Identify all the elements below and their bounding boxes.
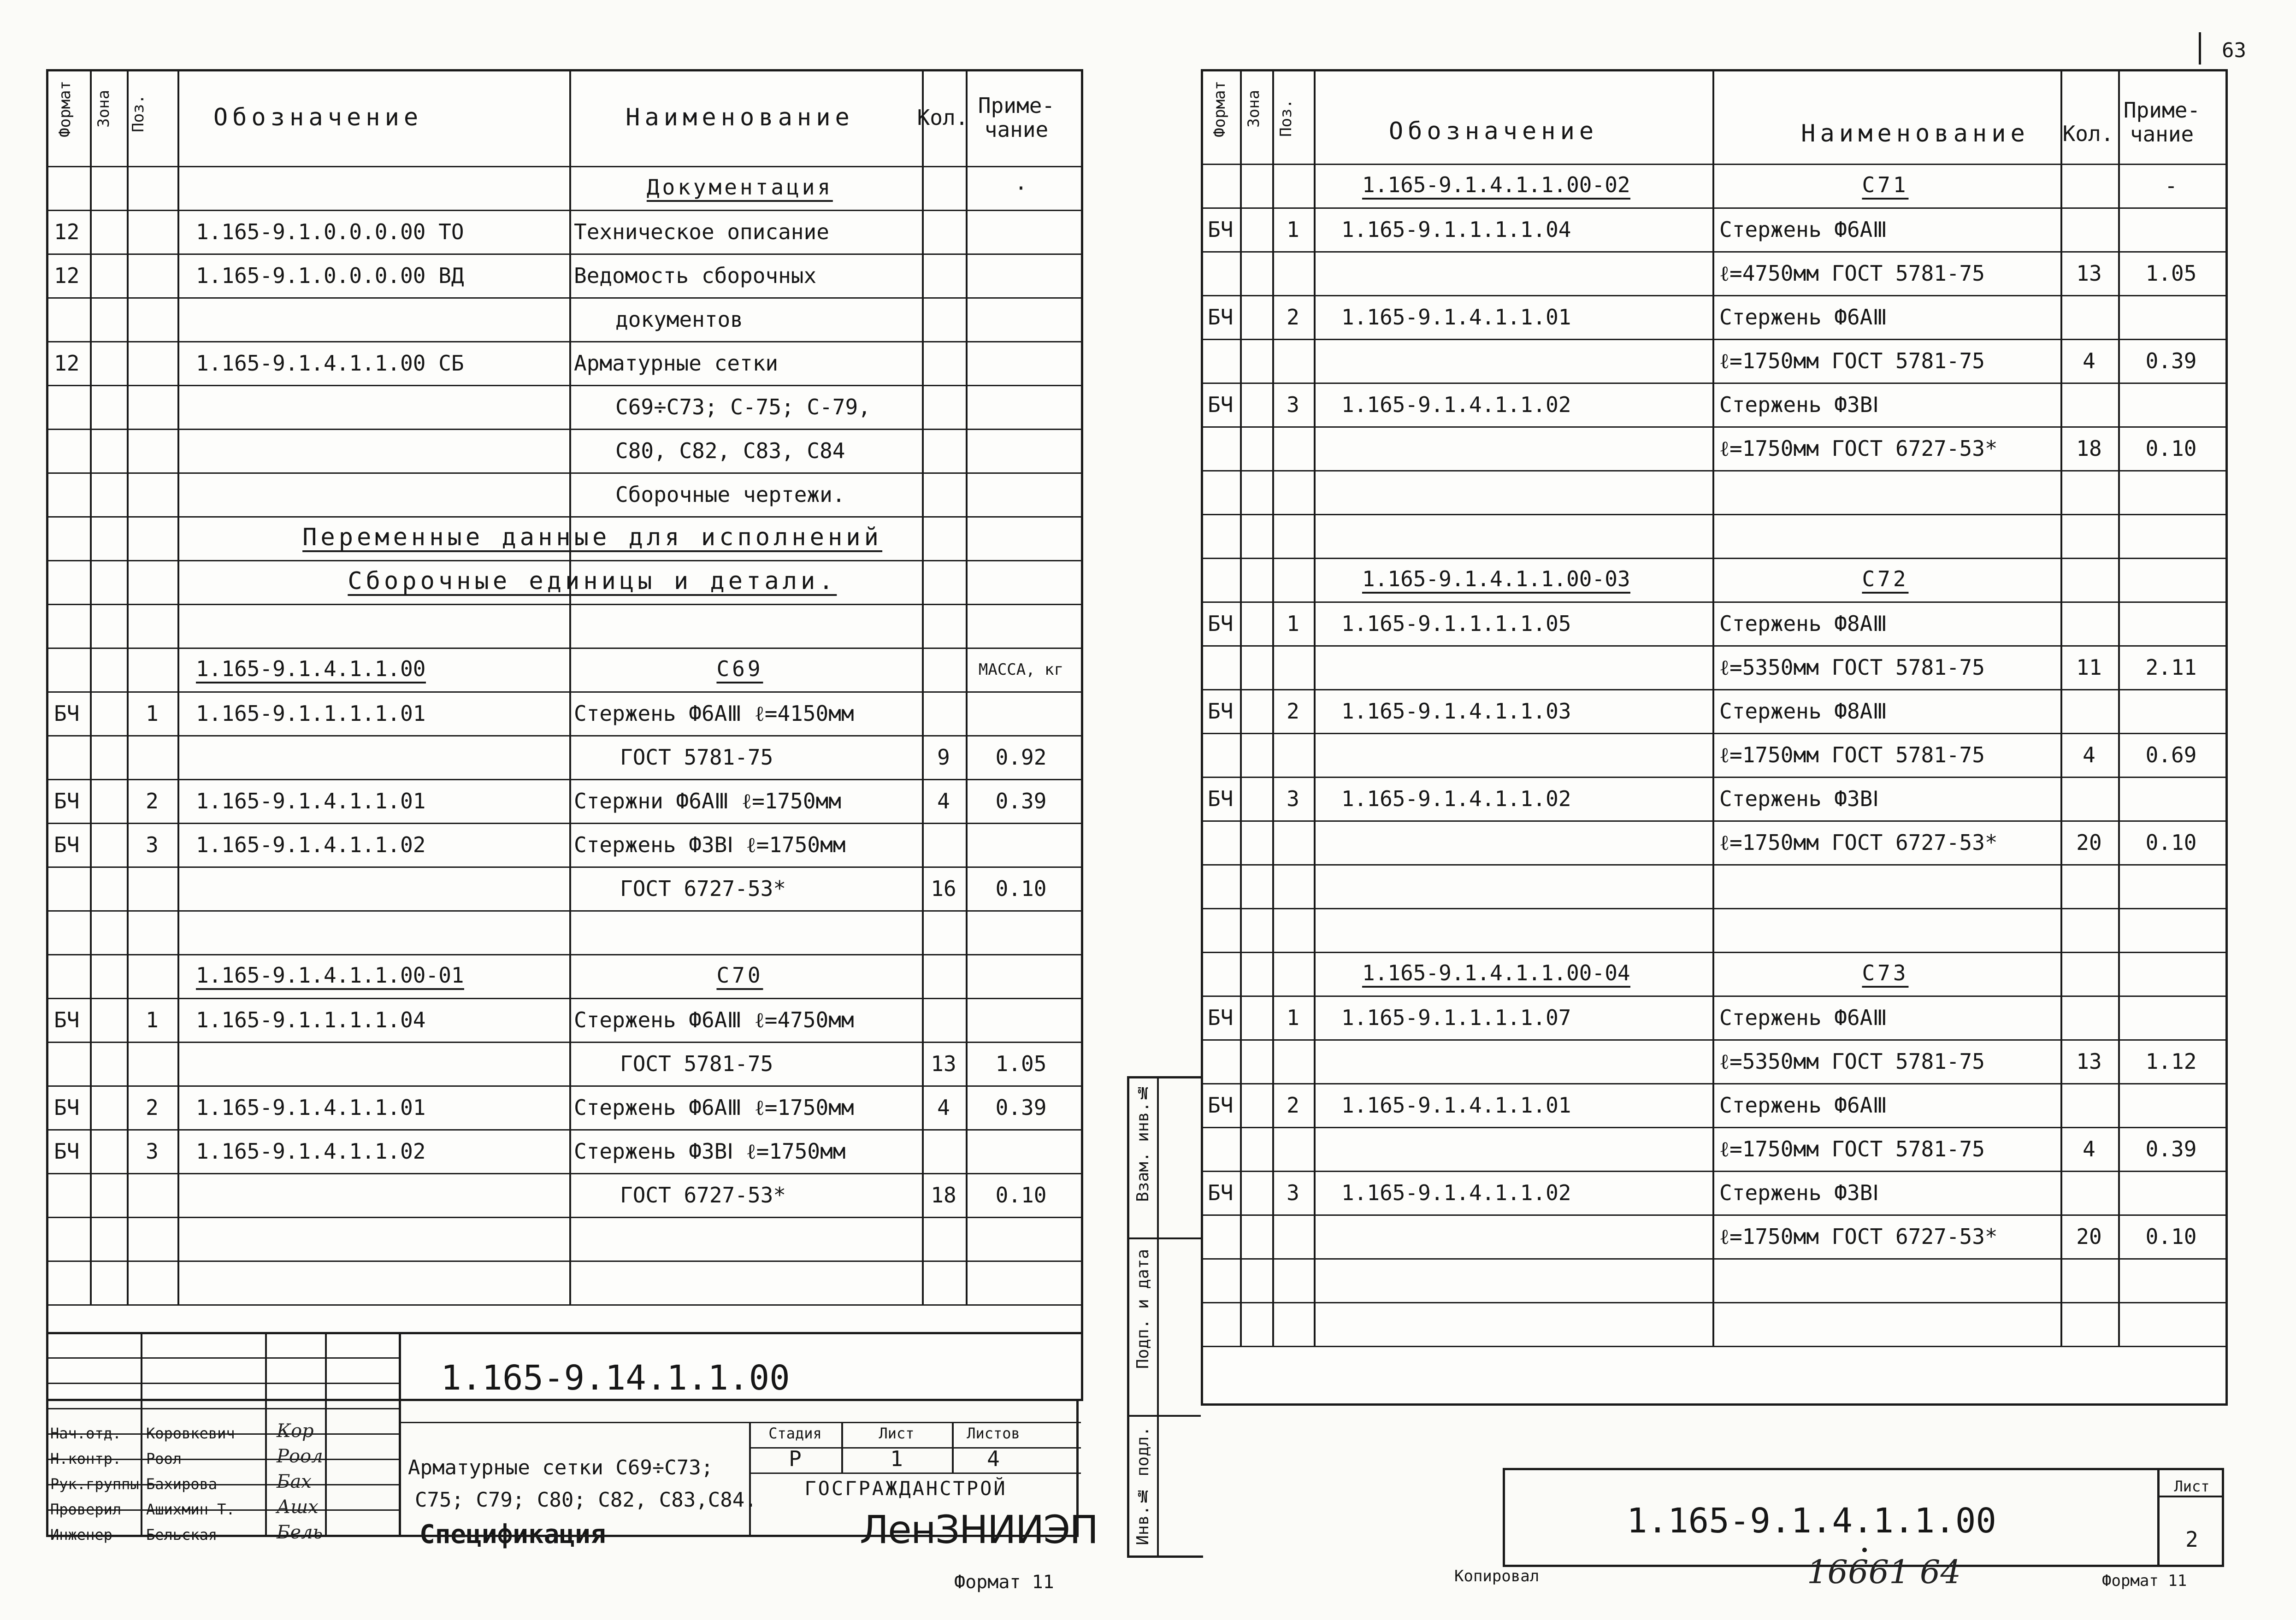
signature: Кор (277, 1420, 314, 1442)
designation-cell: 1.165-9.1.1.1.1.04 (196, 1007, 426, 1032)
grid-row-line (48, 866, 1081, 868)
grid-column-line (569, 71, 571, 1304)
designation-cell: 1.165-9.1.4.1.1.00 СБ (196, 350, 464, 376)
role-name: Роол (146, 1450, 182, 1467)
name-cell: ℓ=1750мм ГОСТ 6727-53* (1719, 830, 1998, 855)
name-cell: Стержень Ф3ВⅠ ℓ=1750мм (574, 1138, 846, 1164)
grid-row-line (48, 823, 1081, 824)
side-divider (1127, 1415, 1201, 1417)
designation-cell: 1.165-9.1.1.1.1.04 (1341, 217, 1571, 242)
note-cell: 1.05 (995, 1051, 1047, 1076)
name-cell: Стержень Ф6АⅢ ℓ=4750мм (574, 1007, 854, 1032)
grid-row-line (48, 516, 1081, 518)
note-cell: МАССА, кг (978, 660, 1064, 679)
pos-cell: 3 (146, 832, 159, 857)
name-cell: Сборочные чертежи. (615, 482, 845, 507)
side-label-sign: Подп. и дата (1133, 1249, 1152, 1369)
name-cell: С69÷С73; С-75; С-79, (615, 394, 871, 419)
format-cell: БЧ (1208, 611, 1234, 636)
copied-label: Копировал (1454, 1567, 1540, 1585)
grid-row-line (1203, 558, 2225, 559)
format-cell: БЧ (1208, 1005, 1234, 1030)
grid-row-line (48, 1261, 1081, 1262)
col-header-zone: Зона (1245, 90, 1263, 128)
col-header-format: Формат (1210, 81, 1229, 137)
col-header-name: Наименование (1801, 120, 2030, 147)
note-cell: 1.12 (2145, 1049, 2197, 1074)
format-cell: 12 (54, 263, 80, 288)
designation-cell: 1.165-9.1.4.1.1.00-03 (1362, 566, 1630, 594)
drawing-code: 1.165-9.14.1.1.00 (441, 1358, 790, 1398)
grid-row-line (1203, 1083, 2225, 1084)
name-cell: ℓ=1750мм ГОСТ 5781-75 (1719, 742, 1985, 767)
title-block-row-line (48, 1383, 399, 1384)
grid-row-line (1203, 1214, 2225, 1216)
name-cell: Стержни Ф6АⅢ ℓ=1750мм (574, 788, 841, 813)
format-cell: БЧ (54, 788, 80, 813)
designation-cell: 1.165-9.1.0.0.0.00 ВД (196, 263, 464, 288)
signature: Бель (277, 1522, 323, 1543)
qty-cell: 13 (2076, 1049, 2102, 1074)
name-cell: Стержень Ф6АⅢ (1719, 1092, 1888, 1118)
grid-row-line (48, 385, 1081, 386)
grid-row-line (48, 691, 1081, 693)
format-cell: БЧ (1208, 304, 1234, 330)
role-label: Нач.отд. (50, 1425, 122, 1442)
note-cell: 0.10 (995, 876, 1047, 901)
name-cell: ГОСТ 6727-53* (620, 876, 786, 901)
note-cell: 1.05 (2145, 260, 2197, 286)
grid-column-line (2118, 71, 2120, 1346)
designation-cell: 1.165-9.1.4.1.1.03 (1341, 698, 1571, 724)
ink-dot (1862, 1548, 1867, 1552)
qty-cell: 9 (937, 744, 950, 770)
side-divider (1127, 1237, 1201, 1239)
name-cell: Стержень Ф3ВⅠ ℓ=1750мм (574, 832, 846, 857)
note-cell: 0.10 (995, 1182, 1047, 1208)
grid-row-line (1203, 777, 2225, 778)
name-cell: документов (615, 306, 743, 332)
designation-cell: 1.165-9.1.4.1.1.00-04 (1362, 960, 1630, 988)
grid-row-line (1203, 1127, 2225, 1128)
grid-row-line (48, 954, 1081, 955)
col-header-zone: Зона (94, 90, 113, 128)
role-name: Ашихмин Т. (146, 1501, 235, 1518)
name-cell: Стержень Ф3ВⅠ (1719, 392, 1879, 417)
qty-cell: 20 (2076, 830, 2102, 855)
col-header-pos: Поз. (129, 94, 148, 132)
pos-cell: 2 (146, 1095, 159, 1120)
name-cell: С73 (1862, 960, 1908, 988)
note-cell: 2.11 (2145, 654, 2197, 680)
col-header-format: Формат (56, 81, 74, 137)
name-cell: ℓ=1750мм ГОСТ 5781-75 (1719, 348, 1985, 373)
grid-column-line (1314, 71, 1316, 1346)
role-name: Бельская (146, 1526, 218, 1543)
qty-cell: 4 (2083, 1136, 2095, 1161)
designation-cell: 1.165-9.1.4.1.1.02 (196, 1138, 426, 1164)
title-line-3: Спецификация (419, 1520, 606, 1549)
grid-column-line (127, 71, 129, 1304)
format-cell: 12 (54, 219, 80, 244)
grid-row-line (1203, 689, 2225, 690)
grid-row-line (1203, 996, 2225, 997)
col-header-name: Наименование (626, 104, 854, 131)
grid-row-line (1203, 426, 2225, 428)
grid-row-line (48, 429, 1081, 430)
role-name: Бахирова (146, 1475, 218, 1493)
designation-cell: 1.165-9.1.4.1.1.00-02 (1362, 172, 1630, 200)
grid-row-line (48, 779, 1081, 780)
name-cell: Ведомость сборочных (574, 263, 817, 288)
format-cell: БЧ (1208, 392, 1234, 417)
pos-cell: 1 (1287, 611, 1299, 636)
note-cell: 0.92 (995, 744, 1047, 770)
grid-row-line (48, 604, 1081, 605)
grid-column-line (1272, 71, 1274, 1346)
pos-cell: 2 (146, 788, 159, 813)
col-header-pos: Поз. (1277, 99, 1295, 137)
format-cell: 12 (54, 350, 80, 376)
grid-row-line (48, 998, 1081, 999)
title-line-1: Арматурные сетки С69÷С73; (408, 1456, 714, 1479)
format-cell: БЧ (1208, 698, 1234, 724)
grid-row-line (1203, 1171, 2225, 1172)
sheet-value: 1 (890, 1446, 903, 1471)
side-label-replace: Взам. инв.№ (1133, 1083, 1152, 1202)
note-cell: 0.10 (2145, 1224, 2197, 1249)
title-block-divider (399, 1332, 401, 1401)
format-cell: БЧ (1208, 786, 1234, 811)
name-cell: Стержень Ф6АⅢ (1719, 1005, 1888, 1030)
col-header-note: Приме- чание (978, 93, 1055, 142)
grid-row-line (48, 560, 1081, 561)
name-cell: ГОСТ 5781-75 (620, 1051, 773, 1076)
stage-label: Стадия (768, 1425, 822, 1442)
note-cell: 0.39 (2145, 348, 2197, 373)
col-header-qty: Кол. (917, 105, 968, 130)
grid-row-line (1203, 1302, 2225, 1303)
grid-column-line (177, 71, 179, 1304)
designation-cell: 1.165-9.1.4.1.1.01 (1341, 1092, 1571, 1118)
col-header-designation: Обозначение (213, 104, 423, 131)
name-cell: Стержень Ф8АⅢ (1719, 698, 1888, 724)
name-cell: Стержень Ф3ВⅠ (1719, 786, 1879, 811)
pos-cell: 2 (1287, 698, 1299, 724)
name-cell: С72 (1862, 566, 1908, 594)
format-cell: БЧ (54, 832, 80, 857)
pos-cell: 3 (1287, 1180, 1299, 1205)
note-cell: 0.39 (995, 1095, 1047, 1120)
grid-row-line (48, 910, 1081, 912)
pos-cell: 1 (146, 701, 159, 726)
qty-cell: 4 (937, 1095, 950, 1120)
name-cell: ℓ=1750мм ГОСТ 6727-53* (1719, 436, 1998, 461)
note-cell: 0.10 (2145, 436, 2197, 461)
grid-row-line (1203, 820, 2225, 822)
title-line-2: С75; С79; С80; С82, С83,С84. (415, 1488, 757, 1512)
name-cell: Стержень Ф3ВⅠ (1719, 1180, 1879, 1205)
spec-sheet-left (46, 69, 1098, 1552)
right-sheet-label: Лист (2174, 1478, 2210, 1495)
grid-row-line (48, 341, 1081, 342)
section-title: Сборочные единицы и детали. (348, 567, 837, 595)
grid-row-line (48, 1304, 1081, 1306)
qty-cell: 4 (2083, 742, 2095, 767)
note-cell: 0.10 (2145, 830, 2197, 855)
side-label-inv: Инв.№ подл. (1133, 1426, 1152, 1545)
grid-row-line (1203, 1346, 2225, 1347)
grid-row-line (1203, 383, 2225, 384)
designation-cell: 1.165-9.1.4.1.1.00 (196, 656, 426, 683)
format-cell: БЧ (1208, 1092, 1234, 1118)
note-cell: · (1015, 175, 1027, 200)
col-header-note: Приме- чание (2123, 98, 2201, 147)
note-cell: 0.39 (2145, 1136, 2197, 1161)
right-drawing-code: 1.165-9.1.4.1.1.00 (1627, 1501, 1996, 1541)
designation-cell: 1.165-9.1.4.1.1.02 (1341, 392, 1571, 417)
sheet-cell-divider (2157, 1496, 2224, 1497)
pos-cell: 3 (1287, 392, 1299, 417)
grid-row-line (1203, 645, 2225, 647)
name-cell: Стержень Ф8АⅢ (1719, 611, 1888, 636)
section-title: Переменные данные для исполнений (302, 523, 882, 551)
name-cell: ГОСТ 5781-75 (620, 744, 773, 770)
name-cell: ℓ=5350мм ГОСТ 5781-75 (1719, 1049, 1985, 1074)
qty-cell: 13 (2076, 260, 2102, 286)
qty-cell: 4 (937, 788, 950, 813)
designation-cell: 1.165-9.1.4.1.1.02 (1341, 1180, 1571, 1205)
qty-cell: 18 (931, 1182, 956, 1208)
grid-column-line (1240, 71, 1242, 1346)
role-label: Н.контр. (50, 1450, 122, 1467)
grid-row-line (1203, 470, 2225, 471)
col-header-qty: Кол. (2062, 121, 2114, 146)
signature: Бах (277, 1471, 312, 1492)
org-name: ГОСГРАЖДАНСТРОЙ (804, 1477, 1007, 1500)
grid-row-line (48, 1129, 1081, 1131)
qty-cell: 18 (2076, 436, 2102, 461)
pos-cell: 2 (1287, 304, 1299, 330)
title-block-lower (46, 1399, 1079, 1537)
designation-cell: 1.165-9.1.4.1.1.02 (196, 832, 426, 857)
page-number: 63 (2222, 39, 2246, 62)
right-sheet-value: 2 (2185, 1527, 2198, 1552)
designation-cell: 1.165-9.1.1.1.1.07 (1341, 1005, 1571, 1030)
designation-cell: 1.165-9.1.4.1.1.01 (196, 1095, 426, 1120)
grid-column-line (922, 71, 924, 1304)
pos-cell: 1 (146, 1007, 159, 1032)
name-cell: С69 (716, 656, 763, 683)
role-label: Рук.группы (50, 1475, 139, 1493)
name-cell: Стержень Ф6АⅢ ℓ=4150мм (574, 701, 854, 726)
role-label: Проверил (50, 1501, 122, 1518)
sheet-label: Лист (879, 1425, 915, 1442)
grid-header-line (1203, 164, 2225, 165)
qty-cell: 11 (2076, 654, 2102, 680)
signature: Роол (277, 1446, 323, 1467)
title-block-border (48, 1332, 1081, 1334)
grid-row-line (1203, 1258, 2225, 1260)
grid-row-line (48, 1173, 1081, 1174)
designation-cell: 1.165-9.1.4.1.1.01 (196, 788, 426, 813)
name-cell: Стержень Ф6АⅢ (1719, 304, 1888, 330)
grid-column-line (966, 71, 968, 1304)
grid-row-line (48, 253, 1081, 255)
grid-row-line (1203, 514, 2225, 515)
left-format-label: Формат 11 (954, 1572, 1054, 1593)
grid-row-line (1203, 1039, 2225, 1041)
name-cell: С71 (1862, 172, 1908, 200)
format-cell: БЧ (54, 701, 80, 726)
signature: Ашх (277, 1496, 319, 1518)
name-cell: Стержень Ф6АⅢ (1719, 217, 1888, 242)
name-cell: Документация (647, 174, 833, 202)
name-cell: ℓ=1750мм ГОСТ 5781-75 (1719, 1136, 1985, 1161)
grid-row-line (48, 210, 1081, 211)
grid-row-line (48, 1042, 1081, 1043)
grid-row-line (48, 648, 1081, 649)
qty-cell: 20 (2076, 1224, 2102, 1249)
grid-row-line (1203, 251, 2225, 253)
pos-cell: 3 (146, 1138, 159, 1164)
name-cell: С80, С82, С83, С84 (615, 438, 845, 463)
grid-column-line (90, 71, 92, 1304)
name-cell: ℓ=5350мм ГОСТ 5781-75 (1719, 654, 1985, 680)
name-cell: Арматурные сетки (574, 350, 779, 376)
grid-row-line (1203, 339, 2225, 340)
note-cell: 0.69 (2145, 742, 2197, 767)
spec-sheet-right (1201, 69, 2228, 1406)
grid-column-line (1712, 71, 1714, 1346)
grid-row-line (1203, 952, 2225, 953)
side-divider-v (1157, 1076, 1159, 1558)
col-header-designation: Обозначение (1388, 118, 1599, 145)
designation-cell: 1.165-9.1.1.1.1.01 (196, 701, 426, 726)
designation-cell: 1.165-9.1.4.1.1.01 (1341, 304, 1571, 330)
org-stamp: ЛенЗНИИЭП (860, 1507, 1098, 1552)
qty-cell: 16 (931, 876, 956, 901)
pos-cell: 1 (1287, 217, 1299, 242)
designation-cell: 1.165-9.1.4.1.1.00-01 (196, 962, 464, 990)
name-cell: Техническое описание (574, 219, 829, 244)
grid-column-line (2060, 71, 2062, 1346)
grid-row-line (48, 735, 1081, 736)
qty-cell: 13 (931, 1051, 956, 1076)
grid-row-line (1203, 295, 2225, 296)
name-cell: Стержень Ф6АⅢ ℓ=1750мм (574, 1095, 854, 1120)
pos-cell: 1 (1287, 1005, 1299, 1030)
qty-cell: 4 (2083, 348, 2095, 373)
designation-cell: 1.165-9.1.0.0.0.00 ТО (196, 219, 464, 244)
name-cell: ℓ=1750мм ГОСТ 6727-53* (1719, 1224, 1998, 1249)
grid-row-line (1203, 207, 2225, 209)
designation-cell: 1.165-9.1.4.1.1.02 (1341, 786, 1571, 811)
grid-row-line (1203, 601, 2225, 603)
pos-cell: 3 (1287, 786, 1299, 811)
name-cell: ГОСТ 6727-53* (620, 1182, 786, 1208)
grid-row-line (48, 472, 1081, 474)
right-format-label: Формат 11 (2102, 1572, 2187, 1590)
title-block-row-line (48, 1357, 399, 1359)
sheets-label: Листов (967, 1425, 1020, 1442)
grid-row-line (1203, 908, 2225, 909)
handwritten-number: 16661 64 (1807, 1553, 1961, 1591)
format-cell: БЧ (54, 1095, 80, 1120)
grid-row-line (1203, 733, 2225, 734)
role-name: Коровкевич (146, 1425, 235, 1442)
format-cell: БЧ (54, 1138, 80, 1164)
grid-row-line (48, 1085, 1081, 1087)
sheets-value: 4 (987, 1446, 1000, 1471)
name-cell: С70 (716, 962, 763, 990)
note-cell: 0.39 (995, 788, 1047, 813)
grid-row-line (48, 297, 1081, 299)
stage-value: Р (789, 1446, 802, 1471)
format-cell: БЧ (54, 1007, 80, 1032)
format-cell: БЧ (1208, 217, 1234, 242)
format-cell: БЧ (1208, 1180, 1234, 1205)
role-label: Инженер (50, 1526, 112, 1543)
grid-row-line (48, 1217, 1081, 1218)
name-cell: ℓ=4750мм ГОСТ 5781-75 (1719, 260, 1985, 286)
pos-cell: 2 (1287, 1092, 1299, 1118)
grid-row-line (1203, 864, 2225, 866)
note-cell: - (2165, 173, 2178, 198)
designation-cell: 1.165-9.1.1.1.1.05 (1341, 611, 1571, 636)
grid-header-line (48, 166, 1081, 167)
